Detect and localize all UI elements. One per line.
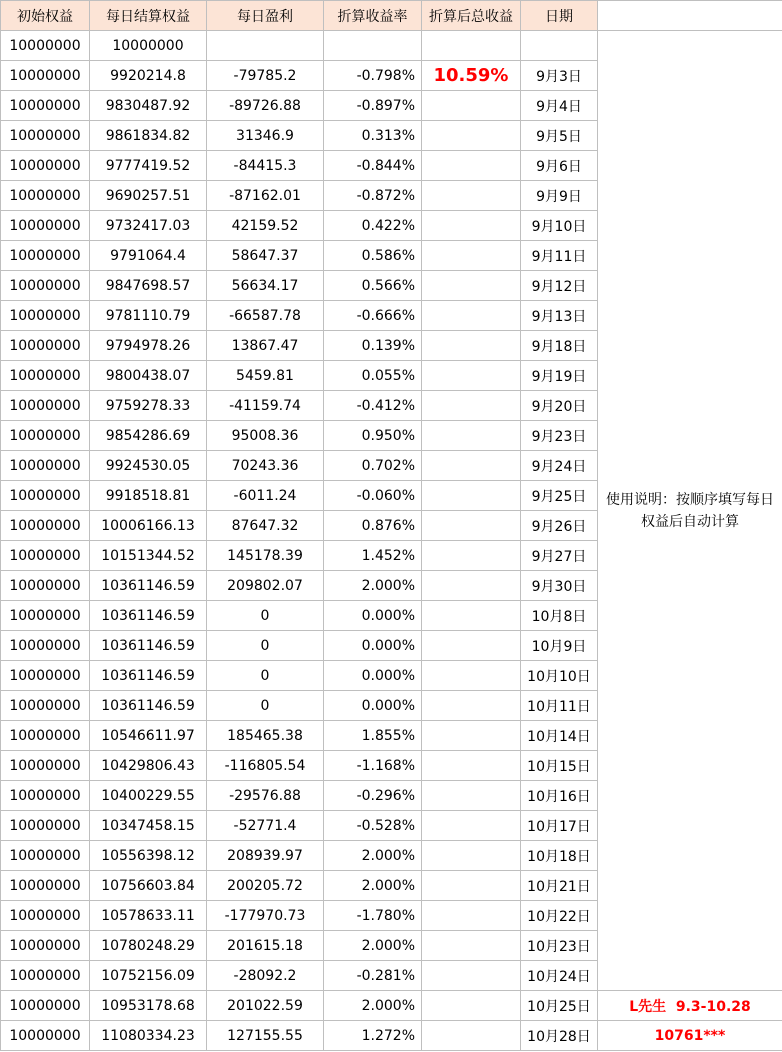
cell-date[interactable]: 10月17日 xyxy=(521,811,598,841)
cell-total-return[interactable] xyxy=(422,271,521,301)
cell-return-rate[interactable]: 1.855% xyxy=(324,721,422,751)
cell-return-rate[interactable]: -0.666% xyxy=(324,301,422,331)
cell-date[interactable]: 10月11日 xyxy=(521,691,598,721)
cell-daily-profit[interactable]: -6011.24 xyxy=(207,481,324,511)
table-row xyxy=(1,31,782,61)
cell-daily-profit[interactable]: 201615.18 xyxy=(207,931,324,961)
cell-initial-equity[interactable]: 10000000 xyxy=(1,841,90,871)
cell-daily-profit[interactable]: -52771.4 xyxy=(207,811,324,841)
cell-return-rate[interactable]: 2.000% xyxy=(324,871,422,901)
cell-initial-equity[interactable]: 10000000 xyxy=(1,931,90,961)
cell-daily-profit[interactable]: 87647.32 xyxy=(207,511,324,541)
cell-date[interactable]: 10月8日 xyxy=(521,601,598,631)
cell-daily-profit[interactable]: 0 xyxy=(207,631,324,661)
cell-date[interactable]: 10月21日 xyxy=(521,871,598,901)
cell-daily-profit[interactable]: 42159.52 xyxy=(207,211,324,241)
cell-initial-equity[interactable]: 10000000 xyxy=(1,331,90,361)
cell-total-return[interactable] xyxy=(422,481,521,511)
cell-return-rate[interactable]: -0.897% xyxy=(324,91,422,121)
cell-date[interactable]: 9月18日 xyxy=(521,331,598,361)
cell-total-return[interactable] xyxy=(422,601,521,631)
cell-daily-equity[interactable]: 10006166.13 xyxy=(90,511,207,541)
cell-daily-equity[interactable]: 10347458.15 xyxy=(90,811,207,841)
cell-daily-profit[interactable]: -84415.3 xyxy=(207,151,324,181)
cell-date[interactable]: 9月4日 xyxy=(521,91,598,121)
cell-daily-equity[interactable]: 10429806.43 xyxy=(90,751,207,781)
cell-daily-equity[interactable]: 9924530.05 xyxy=(90,451,207,481)
cell-date[interactable]: 9月10日 xyxy=(521,211,598,241)
table-body xyxy=(1,31,782,1051)
cell-daily-profit[interactable]: 185465.38 xyxy=(207,721,324,751)
cell-total-return[interactable] xyxy=(422,661,521,691)
cell-daily-equity[interactable]: 10953178.68 xyxy=(90,991,207,1021)
cell-initial-equity[interactable]: 10000000 xyxy=(1,211,90,241)
cell-total-return[interactable] xyxy=(422,301,521,331)
cell-daily-equity[interactable]: 9861834.82 xyxy=(90,121,207,151)
cell-daily-profit[interactable]: 209802.07 xyxy=(207,571,324,601)
cell-return-rate[interactable]: 0.876% xyxy=(324,511,422,541)
cell-return-rate[interactable]: -0.296% xyxy=(324,781,422,811)
cell-total-return[interactable] xyxy=(422,631,521,661)
client-account-number[interactable]: 10761*** xyxy=(598,1021,782,1051)
cell-date[interactable]: 9月23日 xyxy=(521,421,598,451)
cell-return-rate[interactable]: 2.000% xyxy=(324,571,422,601)
cell-initial-equity[interactable]: 10000000 xyxy=(1,601,90,631)
cell-return-rate[interactable]: 0.566% xyxy=(324,271,422,301)
cell-date[interactable]: 10月22日 xyxy=(521,901,598,931)
cell-date[interactable]: 10月15日 xyxy=(521,751,598,781)
cell-return-rate[interactable]: -0.528% xyxy=(324,811,422,841)
cell-date[interactable]: 10月28日 xyxy=(521,1021,598,1051)
cell-daily-profit[interactable]: 201022.59 xyxy=(207,991,324,1021)
cell-date[interactable]: 10月16日 xyxy=(521,781,598,811)
cell-daily-profit[interactable]: 70243.36 xyxy=(207,451,324,481)
cell-return-rate[interactable]: -1.780% xyxy=(324,901,422,931)
cell-initial-equity[interactable]: 10000000 xyxy=(1,151,90,181)
cell-initial-equity[interactable]: 10000000 xyxy=(1,181,90,211)
cell-initial-equity[interactable]: 10000000 xyxy=(1,91,90,121)
cell-daily-equity[interactable]: 9759278.33 xyxy=(90,391,207,421)
cell-daily-equity[interactable]: 10546611.97 xyxy=(90,721,207,751)
cell-return-rate[interactable]: 0.055% xyxy=(324,361,422,391)
cell-date[interactable]: 10月18日 xyxy=(521,841,598,871)
cell-total-return[interactable] xyxy=(422,361,521,391)
cell-return-rate[interactable]: 0.586% xyxy=(324,241,422,271)
cell-date[interactable]: 9月9日 xyxy=(521,181,598,211)
cell-date[interactable]: 9月5日 xyxy=(521,121,598,151)
cell-daily-profit[interactable]: 58647.37 xyxy=(207,241,324,271)
cell-initial-equity[interactable]: 10000000 xyxy=(1,481,90,511)
header-daily-profit[interactable]: 每日盈利 xyxy=(207,1,324,31)
cell-return-rate[interactable]: 0.422% xyxy=(324,211,422,241)
cell-daily-equity[interactable]: 10361146.59 xyxy=(90,571,207,601)
cell-initial-equity[interactable]: 10000000 xyxy=(1,961,90,991)
cell-initial-equity[interactable]: 10000000 xyxy=(1,721,90,751)
cell-total-return[interactable] xyxy=(422,181,521,211)
cell-date[interactable]: 9月26日 xyxy=(521,511,598,541)
cell-total-return[interactable] xyxy=(422,121,521,151)
cell-daily-equity[interactable]: 9854286.69 xyxy=(90,421,207,451)
cell-date[interactable]: 9月19日 xyxy=(521,361,598,391)
cell-date[interactable]: 10月23日 xyxy=(521,931,598,961)
cell-total-return[interactable] xyxy=(422,451,521,481)
cell-daily-equity[interactable]: 10578633.11 xyxy=(90,901,207,931)
cell-date[interactable]: 9月27日 xyxy=(521,541,598,571)
cell-initial-equity[interactable]: 10000000 xyxy=(1,751,90,781)
cell-daily-equity[interactable]: 9781110.79 xyxy=(90,301,207,331)
cell-date[interactable]: 9月12日 xyxy=(521,271,598,301)
cell-return-rate[interactable]: 0.000% xyxy=(324,691,422,721)
cell-daily-equity[interactable]: 10400229.55 xyxy=(90,781,207,811)
cell-initial-equity[interactable]: 10000000 xyxy=(1,61,90,91)
cell-initial-equity[interactable]: 10000000 xyxy=(1,271,90,301)
cell-date[interactable]: 10月14日 xyxy=(521,721,598,751)
cell-daily-equity[interactable]: 9794978.26 xyxy=(90,331,207,361)
cell-return-rate[interactable]: 0.702% xyxy=(324,451,422,481)
cell-initial-equity[interactable]: 10000000 xyxy=(1,361,90,391)
cell-date[interactable]: 9月11日 xyxy=(521,241,598,271)
cell-daily-profit[interactable]: -79785.2 xyxy=(207,61,324,91)
cell-daily-profit[interactable]: 0 xyxy=(207,691,324,721)
cell-return-rate[interactable]: -0.844% xyxy=(324,151,422,181)
cell-date[interactable] xyxy=(521,31,598,61)
cell-daily-equity[interactable]: 10556398.12 xyxy=(90,841,207,871)
cell-total-return[interactable] xyxy=(422,31,521,61)
cell-return-rate[interactable]: 2.000% xyxy=(324,991,422,1021)
cell-initial-equity[interactable]: 10000000 xyxy=(1,421,90,451)
cell-initial-equity[interactable]: 10000000 xyxy=(1,391,90,421)
table-row xyxy=(1,991,782,1021)
usage-note[interactable]: 使用说明：按顺序填写每日权益后自动计算 xyxy=(598,31,782,991)
cell-initial-equity[interactable]: 10000000 xyxy=(1,631,90,661)
cell-return-rate[interactable]: 2.000% xyxy=(324,931,422,961)
cell-total-return[interactable] xyxy=(422,811,521,841)
cell-daily-profit[interactable]: 200205.72 xyxy=(207,871,324,901)
cell-total-return[interactable] xyxy=(422,541,521,571)
cell-daily-profit[interactable]: 208939.97 xyxy=(207,841,324,871)
cell-daily-equity[interactable]: 10151344.52 xyxy=(90,541,207,571)
cell-total-return[interactable] xyxy=(422,331,521,361)
cell-date[interactable]: 10月24日 xyxy=(521,961,598,991)
cell-initial-equity[interactable]: 10000000 xyxy=(1,991,90,1021)
cell-return-rate[interactable] xyxy=(324,31,422,61)
cell-daily-equity[interactable]: 10361146.59 xyxy=(90,661,207,691)
cell-daily-profit[interactable]: 0 xyxy=(207,661,324,691)
header-row xyxy=(1,1,782,31)
cell-date[interactable]: 9月30日 xyxy=(521,571,598,601)
header-daily-equity[interactable]: 每日结算权益 xyxy=(90,1,207,31)
cell-daily-profit[interactable]: -89726.88 xyxy=(207,91,324,121)
cell-return-rate[interactable]: 0.000% xyxy=(324,601,422,631)
client-name-period[interactable]: L先生 9.3-10.28 xyxy=(598,991,782,1021)
cell-total-return[interactable] xyxy=(422,781,521,811)
cell-initial-equity[interactable]: 10000000 xyxy=(1,691,90,721)
cell-daily-profit[interactable]: 0 xyxy=(207,601,324,631)
cell-initial-equity[interactable]: 10000000 xyxy=(1,1021,90,1051)
header-date[interactable]: 日期 xyxy=(521,1,598,31)
cell-total-return[interactable] xyxy=(422,511,521,541)
table-row xyxy=(1,1021,782,1051)
cell-total-return[interactable] xyxy=(422,721,521,751)
cell-daily-profit[interactable]: -29576.88 xyxy=(207,781,324,811)
cell-return-rate[interactable]: -0.412% xyxy=(324,391,422,421)
cell-daily-equity[interactable]: 9800438.07 xyxy=(90,361,207,391)
cell-total-return[interactable] xyxy=(422,391,521,421)
cell-daily-equity[interactable]: 9791064.4 xyxy=(90,241,207,271)
total-return-value[interactable]: 10.59% xyxy=(422,61,521,91)
cell-total-return[interactable] xyxy=(422,91,521,121)
cell-daily-profit[interactable]: -66587.78 xyxy=(207,301,324,331)
cell-daily-profit[interactable]: -116805.54 xyxy=(207,751,324,781)
cell-return-rate[interactable]: 0.000% xyxy=(324,661,422,691)
cell-return-rate[interactable]: 1.272% xyxy=(324,1021,422,1051)
cell-initial-equity[interactable]: 10000000 xyxy=(1,121,90,151)
cell-daily-profit[interactable]: 31346.9 xyxy=(207,121,324,151)
cell-daily-profit[interactable]: -87162.01 xyxy=(207,181,324,211)
cell-daily-profit[interactable]: 127155.55 xyxy=(207,1021,324,1051)
header-initial-equity[interactable]: 初始权益 xyxy=(1,1,90,31)
cell-date[interactable]: 10月9日 xyxy=(521,631,598,661)
cell-total-return[interactable] xyxy=(422,421,521,451)
cell-daily-profit[interactable] xyxy=(207,31,324,61)
cell-daily-equity[interactable]: 9830487.92 xyxy=(90,91,207,121)
cell-return-rate[interactable]: 0.000% xyxy=(324,631,422,661)
cell-daily-profit[interactable]: 145178.39 xyxy=(207,541,324,571)
cell-initial-equity[interactable]: 10000000 xyxy=(1,541,90,571)
cell-daily-profit[interactable]: -177970.73 xyxy=(207,901,324,931)
cell-daily-equity[interactable]: 11080334.23 xyxy=(90,1021,207,1051)
header-total-return[interactable]: 折算后总收益 xyxy=(422,1,521,31)
cell-return-rate[interactable]: -0.060% xyxy=(324,481,422,511)
cell-daily-profit[interactable]: 56634.17 xyxy=(207,271,324,301)
cell-return-rate[interactable]: -0.281% xyxy=(324,961,422,991)
cell-initial-equity[interactable]: 10000000 xyxy=(1,661,90,691)
cell-initial-equity[interactable]: 10000000 xyxy=(1,451,90,481)
header-return-rate[interactable]: 折算收益率 xyxy=(324,1,422,31)
cell-initial-equity[interactable]: 10000000 xyxy=(1,301,90,331)
cell-total-return[interactable] xyxy=(422,841,521,871)
cell-initial-equity[interactable]: 10000000 xyxy=(1,511,90,541)
cell-date[interactable]: 10月10日 xyxy=(521,661,598,691)
cell-return-rate[interactable]: 1.452% xyxy=(324,541,422,571)
cell-daily-equity[interactable]: 9690257.51 xyxy=(90,181,207,211)
cell-total-return[interactable] xyxy=(422,1021,521,1051)
cell-date[interactable]: 9月25日 xyxy=(521,481,598,511)
cell-total-return[interactable] xyxy=(422,211,521,241)
cell-daily-equity[interactable]: 10752156.09 xyxy=(90,961,207,991)
cell-daily-equity[interactable]: 9920214.8 xyxy=(90,61,207,91)
cell-total-return[interactable] xyxy=(422,151,521,181)
cell-initial-equity[interactable]: 10000000 xyxy=(1,901,90,931)
cell-date[interactable]: 9月6日 xyxy=(521,151,598,181)
cell-daily-profit[interactable]: 95008.36 xyxy=(207,421,324,451)
cell-daily-equity[interactable]: 10756603.84 xyxy=(90,871,207,901)
header-blank[interactable] xyxy=(598,1,782,31)
cell-total-return[interactable] xyxy=(422,871,521,901)
cell-daily-profit[interactable]: 13867.47 xyxy=(207,331,324,361)
cell-return-rate[interactable]: 0.139% xyxy=(324,331,422,361)
cell-total-return[interactable] xyxy=(422,751,521,781)
cell-daily-equity[interactable]: 9918518.81 xyxy=(90,481,207,511)
cell-date[interactable]: 10月25日 xyxy=(521,991,598,1021)
cell-initial-equity[interactable]: 10000000 xyxy=(1,571,90,601)
cell-return-rate[interactable]: -0.798% xyxy=(324,61,422,91)
cell-total-return[interactable] xyxy=(422,931,521,961)
cell-daily-equity[interactable]: 10361146.59 xyxy=(90,631,207,661)
cell-daily-profit[interactable]: -28092.2 xyxy=(207,961,324,991)
cell-total-return[interactable] xyxy=(422,901,521,931)
cell-daily-equity[interactable]: 9732417.03 xyxy=(90,211,207,241)
cell-daily-equity[interactable]: 10361146.59 xyxy=(90,601,207,631)
cell-daily-equity[interactable]: 10780248.29 xyxy=(90,931,207,961)
cell-date[interactable]: 9月24日 xyxy=(521,451,598,481)
cell-return-rate[interactable]: 0.950% xyxy=(324,421,422,451)
cell-initial-equity[interactable]: 10000000 xyxy=(1,871,90,901)
cell-total-return[interactable] xyxy=(422,571,521,601)
cell-daily-equity[interactable]: 9847698.57 xyxy=(90,271,207,301)
cell-total-return[interactable] xyxy=(422,991,521,1021)
cell-daily-profit[interactable]: 5459.81 xyxy=(207,361,324,391)
cell-return-rate[interactable]: -0.872% xyxy=(324,181,422,211)
cell-total-return[interactable] xyxy=(422,691,521,721)
cell-initial-equity[interactable]: 10000000 xyxy=(1,241,90,271)
cell-daily-profit[interactable]: -41159.74 xyxy=(207,391,324,421)
cell-return-rate[interactable]: 2.000% xyxy=(324,841,422,871)
cell-daily-equity[interactable]: 9777419.52 xyxy=(90,151,207,181)
cell-date[interactable]: 9月3日 xyxy=(521,61,598,91)
cell-total-return[interactable] xyxy=(422,961,521,991)
cell-daily-equity[interactable]: 10000000 xyxy=(90,31,207,61)
cell-initial-equity[interactable]: 10000000 xyxy=(1,31,90,61)
cell-total-return[interactable] xyxy=(422,241,521,271)
cell-date[interactable]: 9月20日 xyxy=(521,391,598,421)
cell-return-rate[interactable]: -1.168% xyxy=(324,751,422,781)
cell-date[interactable]: 9月13日 xyxy=(521,301,598,331)
cell-initial-equity[interactable]: 10000000 xyxy=(1,781,90,811)
cell-return-rate[interactable]: 0.313% xyxy=(324,121,422,151)
cell-initial-equity[interactable]: 10000000 xyxy=(1,811,90,841)
cell-daily-equity[interactable]: 10361146.59 xyxy=(90,691,207,721)
